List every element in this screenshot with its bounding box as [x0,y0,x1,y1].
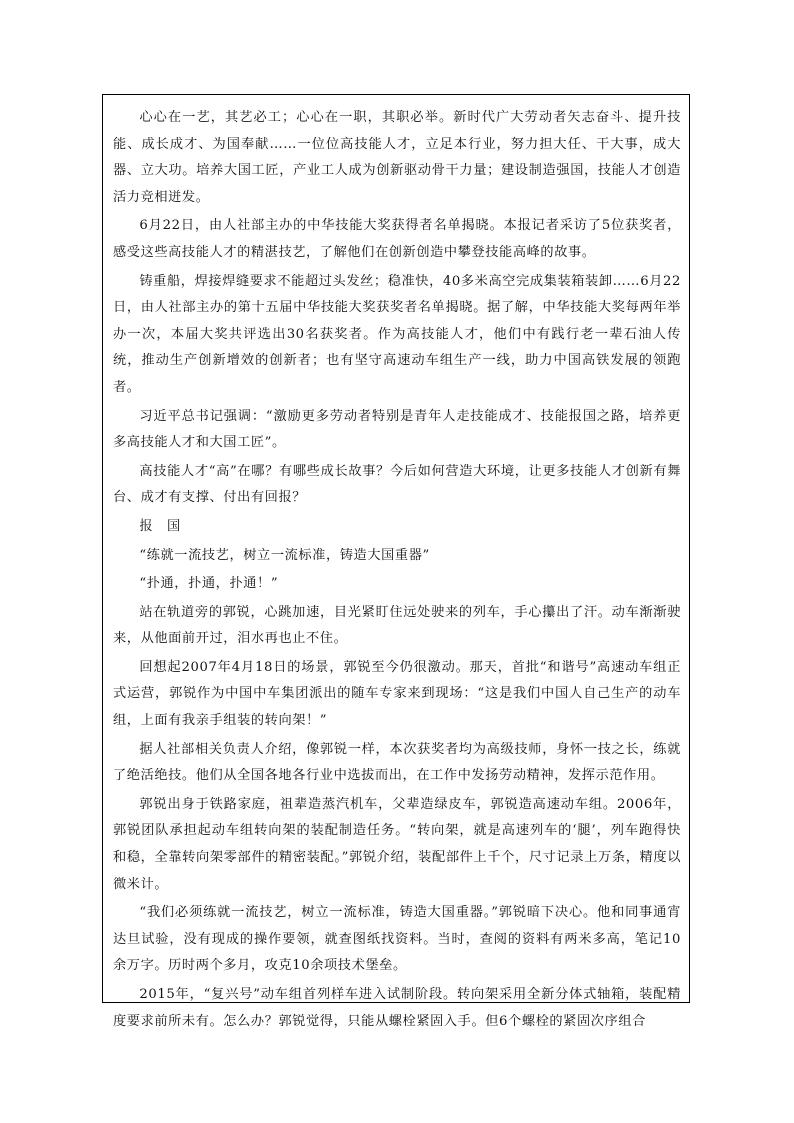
document-frame [102,94,690,1029]
paragraph-quote-xi: 习近平总书记强调：“激励更多劳动者特别是青年人走技能成才、技能报国之路，培养更多高技能人才和大国工匠”。 [113,408,681,451]
paragraph-award-announcement: 6月22日，由人社部主办的中华技能大奖获得者名单揭晓。本报记者采访了5位获奖者，感受这些高技能人才的精湛技艺，了解他们在创新创造中攀登技能高峰的故事。 [113,218,681,260]
paragraph-2015-fuxing: 2015年，“复兴号”动车组首列样车进入试制阶段。转向架采用全新分体式轴箱，装配精度要求前所未有。怎么办？郭锐觉得，只能从螺栓紧固入手。但6个螺栓的紧固次序组合 [113,987,681,1029]
paragraph-questions: 高技能人才“高”在哪？有哪些成长故事？今后如何营造大环境，让更多技能人才创新有舞台、成才有支撑、付出有回报？ [113,463,681,506]
paragraph-heartbeat: “扑通，扑通，扑通！” [139,576,279,592]
paragraph-trackside: 站在轨道旁的郭锐，心跳加速，目光紧盯住远处驶来的列车，手心攥出了汗。动车渐渐驶来，从他面前开过，泪水再也止不住。 [113,604,681,647]
paragraph-determination: “我们必须练就一流技艺，树立一流标准，铸造大国重器。”郭锐暗下决心。他和同事通宵达旦试验，没有现成的操作要领，就查图纸找资料。当时，查阅的资料有两米多高，笔记10余万字。历时两个多月，攻克10余项技术堡垒。 [113,905,681,974]
paragraph-ministry-intro: 据人社部相关负责人介绍，像郭锐一样，本次获奖者均为高级技师，身怀一技之长，练就了绝活绝技。他们从全国各地各行业中选拔而出，在工作中发扬劳动精神，发挥示范作用。 [113,741,681,784]
paragraph-guo-background: 郭锐出身于铁路家庭，祖辈造蒸汽机车，父辈造绿皮车，郭锐造高速动车组。2006年，郭锐团队承担起动车组转向架的装配制造任务。“转向架，就是高速列车的‘腿’，列车跑得快和稳，全靠转向架零部件的精密装配。”郭锐介绍，装配部件上千个，尺寸记录上万条，精度以微米计。 [113,796,681,892]
section-subtitle: “练就一流技艺，树立一流标准，铸造大国重器” [139,547,430,563]
paragraph-award-details: 铸重船，焊接焊缝要求不能超过头发丝；稳准快，40多米高空完成集装箱装卸……6月22日，由人社部主办的第十五届中华技能大奖获奖者名单揭晓。据了解，中华技能大奖每两年举办一次，本届大奖共评选出30名获奖者。作为高技能人才，他们中有践行老一辈石油人传统，推动生产创新增效的创新者；也有坚守高速动车组生产一线，助力中国高铁发展的领跑者。 [113,273,681,395]
paragraph-intro: 心心在一艺，其艺必工；心心在一职，其职必举。新时代广大劳动者矢志奋斗、提升技能、成长成才、为国奉献……一位位高技能人才，立足本行业，努力担大任、干大事，成大器、立大功。培养大国工匠，产业工人成为创新驱动骨干力量；建设制造强国，技能人才创造活力竞相迸发。 [113,110,681,205]
paragraph-2007-memory: 回想起2007年4月18日的场景，郭锐至今仍很激动。那天，首批“和谐号”高速动车组正式运营，郭锐作为中国中车集团派出的随车专家来到现场：“这是我们中国人自己生产的动车组，上面有我亲手组装的转向架！” [113,659,681,729]
section-heading: 报 国 [139,518,181,534]
